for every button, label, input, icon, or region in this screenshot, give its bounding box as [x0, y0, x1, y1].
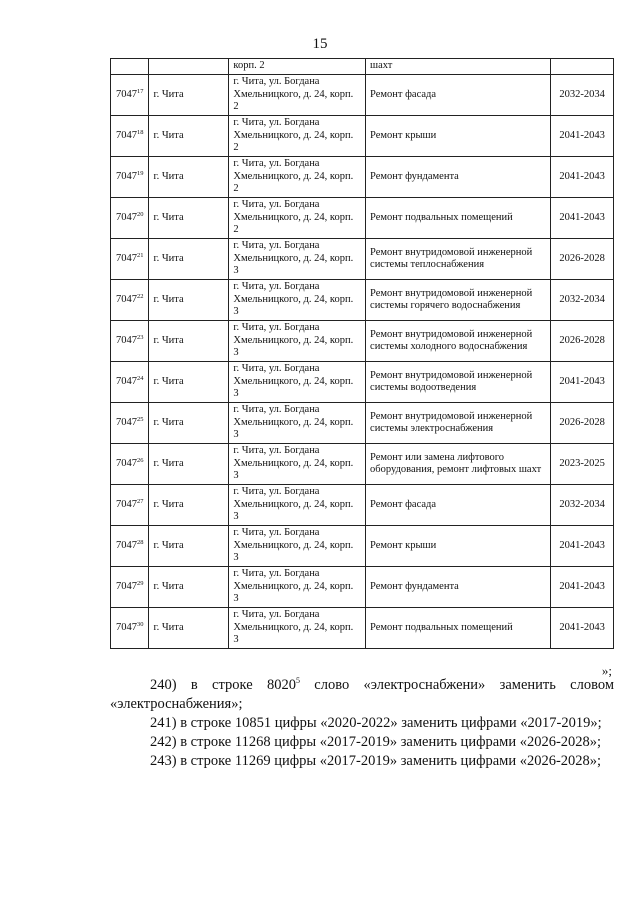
cell-city: г. Чита: [149, 280, 229, 321]
cell-city: г. Чита: [149, 403, 229, 444]
cell-work: Ремонт подвальных помещений: [366, 608, 551, 649]
closing-quote: »;: [601, 663, 612, 678]
amendment-text: 242) в строке 11268 цифры «2017-2019» заменить цифрами «2026-2028»;: [150, 734, 602, 750]
table-row: [111, 485, 614, 526]
amendments-list: [110, 676, 614, 771]
cell-work: Ремонт крыши: [366, 116, 551, 157]
cell-work: Ремонт крыши: [366, 526, 551, 567]
cell-code: [111, 362, 149, 403]
cell-period: 2041-2043: [551, 198, 614, 239]
row-code: 7047: [115, 457, 137, 469]
cell-address: г. Чита, ул. Богдана Хмельницкого, д. 24, корп. 2: [229, 157, 366, 198]
amendment-item: [110, 714, 614, 733]
cell-work: Ремонт внутридомовой инженерной системы холодного водоснабжения: [366, 321, 551, 362]
cell-address: г. Чита, ул. Богдана Хмельницкого, д. 24, корп. 3: [229, 362, 366, 403]
amendment-text: 241) в строке 10851 цифры «2020-2022» заменить цифрами «2017-2019»;: [150, 715, 602, 731]
cell-city: г. Чита: [149, 485, 229, 526]
cell-city: г. Чита: [149, 526, 229, 567]
amendment-item: [110, 752, 614, 771]
row-code-superscript: 19: [136, 169, 144, 177]
row-code: 7047: [115, 416, 137, 428]
cell-code: [111, 608, 149, 649]
cell-city: г. Чита: [149, 567, 229, 608]
cell-period: [551, 59, 614, 75]
amendment-text: 240) в строке 8020: [150, 677, 296, 693]
cell-period: 2032-2034: [551, 280, 614, 321]
cell-period: 2026-2028: [551, 403, 614, 444]
row-code-superscript: 18: [136, 128, 144, 136]
row-code: 7047: [115, 498, 137, 510]
cell-work: Ремонт внутридомовой инженерной системы водоотведения: [366, 362, 551, 403]
cell-period: 2032-2034: [551, 75, 614, 116]
cell-address: г. Чита, ул. Богдана Хмельницкого, д. 24, корп. 3: [229, 485, 366, 526]
cell-work: Ремонт фасада: [366, 75, 551, 116]
cell-address: г. Чита, ул. Богдана Хмельницкого, д. 24, корп. 3: [229, 403, 366, 444]
table-row: [111, 157, 614, 198]
cell-work: Ремонт внутридомовой инженерной системы электроснабжения: [366, 403, 551, 444]
table-row: [111, 444, 614, 485]
cell-work: Ремонт внутридомовой инженерной системы теплоснабжения: [366, 239, 551, 280]
cell-address: г. Чита, ул. Богдана Хмельницкого, д. 24, корп. 3: [229, 239, 366, 280]
cell-city: [149, 59, 229, 75]
table-row-continued: [111, 59, 614, 75]
cell-work: Ремонт фасада: [366, 485, 551, 526]
row-code: 7047: [115, 293, 137, 305]
row-code: 7047: [115, 539, 137, 551]
row-code-superscript: 23: [136, 333, 144, 341]
cell-city: г. Чита: [149, 321, 229, 362]
cell-code: [111, 403, 149, 444]
cell-city: г. Чита: [149, 608, 229, 649]
cell-address: г. Чита, ул. Богдана Хмельницкого, д. 24, корп. 2: [229, 198, 366, 239]
row-code-superscript: 27: [136, 497, 144, 505]
row-code-superscript: 21: [136, 251, 144, 259]
cell-address: г. Чита, ул. Богдана Хмельницкого, д. 24, корп. 2: [229, 75, 366, 116]
cell-address: г. Чита, ул. Богдана Хмельницкого, д. 24, корп. 3: [229, 567, 366, 608]
table-row: [111, 526, 614, 567]
cell-period: 2041-2043: [551, 608, 614, 649]
row-code-superscript: 28: [136, 538, 144, 546]
cell-code: [111, 321, 149, 362]
cell-work: Ремонт или замена лифтового оборудования, ремонт лифтовых шахт: [366, 444, 551, 485]
row-code: 7047: [115, 211, 137, 223]
cell-period: 2041-2043: [551, 362, 614, 403]
cell-code: [111, 116, 149, 157]
cell-city: г. Чита: [149, 75, 229, 116]
table-row: [111, 362, 614, 403]
cell-code: [111, 444, 149, 485]
cell-city: г. Чита: [149, 362, 229, 403]
cell-code: [111, 198, 149, 239]
cell-address: г. Чита, ул. Богдана Хмельницкого, д. 24, корп. 3: [229, 526, 366, 567]
cell-work: Ремонт фундамента: [366, 567, 551, 608]
cell-code: [111, 526, 149, 567]
cell-code: [111, 280, 149, 321]
table-row: [111, 403, 614, 444]
row-code: 7047: [115, 129, 137, 141]
cell-address: г. Чита, ул. Богдана Хмельницкого, д. 24, корп. 2: [229, 116, 366, 157]
cell-period: 2026-2028: [551, 321, 614, 362]
table-body: [111, 59, 614, 649]
cell-period: 2026-2028: [551, 239, 614, 280]
table-row: [111, 280, 614, 321]
table-row: [111, 239, 614, 280]
row-code-superscript: 29: [136, 579, 144, 587]
cell-period: 2041-2043: [551, 526, 614, 567]
cell-work: Ремонт фундамента: [366, 157, 551, 198]
cell-address: корп. 2: [229, 59, 366, 75]
row-code: 7047: [115, 252, 137, 264]
cell-address: г. Чита, ул. Богдана Хмельницкого, д. 24, корп. 3: [229, 444, 366, 485]
amendment-text-continued: слово «электроснабжени» заменить словом «электроснабжения»;: [110, 677, 614, 712]
table-row: [111, 321, 614, 362]
table-row: [111, 608, 614, 649]
row-code: 7047: [115, 170, 137, 182]
cell-code: [111, 59, 149, 75]
row-code-superscript: 22: [136, 292, 144, 300]
cell-work: Ремонт подвальных помещений: [366, 198, 551, 239]
table-row: [111, 567, 614, 608]
amendment-item: [110, 676, 614, 714]
cell-city: г. Чита: [149, 239, 229, 280]
row-code-superscript: 20: [136, 210, 144, 218]
cell-code: [111, 485, 149, 526]
row-code-superscript: 25: [136, 415, 144, 423]
cell-city: г. Чита: [149, 198, 229, 239]
row-code: 7047: [115, 375, 137, 387]
cell-work: Ремонт внутридомовой инженерной системы горячего водоснабжения: [366, 280, 551, 321]
amendment-item: [110, 733, 614, 752]
cell-work: шахт: [366, 59, 551, 75]
cell-address: г. Чита, ул. Богдана Хмельницкого, д. 24, корп. 3: [229, 608, 366, 649]
cell-period: 2041-2043: [551, 116, 614, 157]
table-row: [111, 116, 614, 157]
cell-period: 2032-2034: [551, 485, 614, 526]
row-code: 7047: [115, 580, 137, 592]
row-code: 7047: [115, 334, 137, 346]
cell-city: г. Чита: [149, 116, 229, 157]
cell-period: 2041-2043: [551, 157, 614, 198]
amendment-superscript: 5: [295, 676, 300, 685]
cell-code: [111, 567, 149, 608]
amendment-text: 243) в строке 11269 цифры «2017-2019» заменить цифрами «2026-2028»;: [150, 753, 602, 769]
capital-repair-table: [110, 58, 614, 649]
row-code-superscript: 26: [136, 456, 144, 464]
cell-code: [111, 75, 149, 116]
table-row: [111, 198, 614, 239]
row-code-superscript: 30: [136, 620, 144, 628]
page-number: 15: [312, 36, 328, 52]
row-code-superscript: 17: [136, 87, 144, 95]
row-code: 7047: [115, 88, 137, 100]
cell-city: г. Чита: [149, 157, 229, 198]
table-row: [111, 75, 614, 116]
row-code-superscript: 24: [136, 374, 144, 382]
cell-period: 2041-2043: [551, 567, 614, 608]
cell-city: г. Чита: [149, 444, 229, 485]
cell-code: [111, 239, 149, 280]
cell-address: г. Чита, ул. Богдана Хмельницкого, д. 24, корп. 3: [229, 280, 366, 321]
cell-address: г. Чита, ул. Богдана Хмельницкого, д. 24, корп. 3: [229, 321, 366, 362]
cell-period: 2023-2025: [551, 444, 614, 485]
cell-code: [111, 157, 149, 198]
row-code: 7047: [115, 621, 137, 633]
